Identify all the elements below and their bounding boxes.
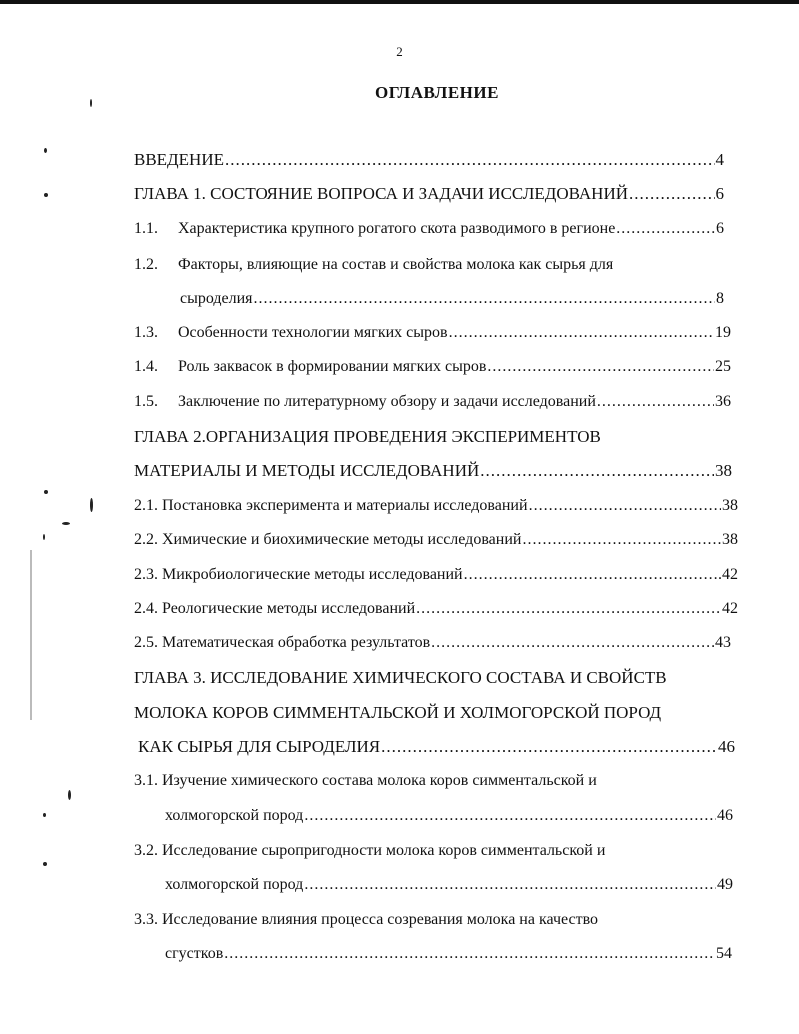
entry-text: Особенности технологии мягких сыров bbox=[178, 324, 448, 341]
scan-speck bbox=[44, 193, 48, 197]
leader-dots bbox=[629, 183, 715, 205]
scan-speck bbox=[43, 534, 45, 540]
toc-entry-3-3-continued bbox=[165, 943, 732, 965]
entry-page: 19 bbox=[715, 324, 731, 341]
toc-entry-3-1 bbox=[134, 770, 734, 792]
toc-entry-chapter-2 bbox=[134, 426, 734, 448]
toc-entry-1-2 bbox=[134, 254, 724, 276]
toc-entry-intro bbox=[134, 149, 724, 171]
entry-page: 38 bbox=[722, 497, 738, 514]
entry-text: Заключение по литературному обзору и задачи исследований bbox=[178, 393, 596, 410]
scan-speck bbox=[62, 522, 70, 525]
page-number: 2 bbox=[396, 44, 403, 59]
entry-text: 2.4. Реологические методы исследований bbox=[134, 600, 416, 617]
entry-page: 46 bbox=[717, 807, 733, 824]
entry-number: 1.1. bbox=[134, 220, 158, 237]
entry-number: 1.2. bbox=[134, 256, 158, 273]
entry-text-line-2: МОЛОКА КОРОВ СИММЕНТАЛЬСКОЙ И ХОЛМОГОРСКОЙ ПОРОД bbox=[134, 703, 662, 722]
toc-entry-2-5 bbox=[134, 632, 731, 654]
leader-dots bbox=[616, 218, 715, 240]
entry-page: 6 bbox=[716, 220, 724, 237]
toc-entry-1-2-continued bbox=[180, 288, 724, 310]
leader-dots bbox=[304, 805, 716, 827]
entry-text: ГЛАВА 1. СОСТОЯНИЕ ВОПРОСА И ЗАДАЧИ ИССЛЕДОВАНИЙ bbox=[134, 184, 628, 203]
toc-entry-3-2 bbox=[134, 840, 734, 862]
entry-text-continued: холмогорской пород bbox=[165, 876, 304, 893]
entry-text: 2.1. Постановка эксперимента и материалы исследований bbox=[134, 497, 528, 514]
toc-entry-chapter-3-continued bbox=[138, 736, 735, 758]
leader-dots bbox=[464, 564, 717, 586]
toc-entry-2-1 bbox=[134, 495, 738, 517]
entry-text: ГЛАВА 2.ОРГАНИЗАЦИЯ ПРОВЕДЕНИЯ ЭКСПЕРИМЕНТОВ bbox=[134, 427, 601, 446]
entry-text: Роль заквасок в формировании мягких сыров bbox=[178, 358, 487, 375]
entry-number: 1.5. bbox=[134, 393, 158, 410]
leader-dots bbox=[480, 460, 714, 482]
toc-entry-1-5 bbox=[134, 391, 731, 413]
leader-dots bbox=[225, 149, 715, 171]
toc-entry-2-4 bbox=[134, 598, 738, 620]
entry-text: ГЛАВА 3. ИССЛЕДОВАНИЕ ХИМИЧЕСКОГО СОСТАВА И СВОЙСТВ bbox=[134, 668, 667, 687]
entry-text: ВВЕДЕНИЕ bbox=[134, 150, 224, 169]
scan-speck bbox=[90, 498, 93, 512]
toc-entry-3-2-continued bbox=[165, 874, 733, 896]
scan-speck bbox=[43, 813, 46, 817]
toc-entry-2-3 bbox=[134, 564, 738, 586]
entry-page: 4 bbox=[715, 150, 724, 169]
leader-dots bbox=[529, 495, 721, 517]
leader-dots bbox=[224, 943, 715, 965]
entry-text: 3.3. Исследование влияния процесса созревания молока на качество bbox=[134, 911, 599, 928]
leader-dots bbox=[597, 391, 714, 413]
entry-text: 3.1. Изучение химического состава молока коров симментальской и bbox=[134, 772, 597, 789]
leader-dots bbox=[304, 874, 716, 896]
entry-page: 8 bbox=[716, 290, 724, 307]
entry-text: 3.2. Исследование сыропригодности молока коров симментальской и bbox=[134, 842, 606, 859]
scan-speck bbox=[43, 862, 47, 866]
toc-entry-chapter-3 bbox=[134, 667, 754, 689]
toc-entry-chapter-3-line-2 bbox=[134, 702, 754, 724]
entry-page: 38 bbox=[715, 461, 732, 480]
leader-dots bbox=[431, 632, 714, 654]
entry-page: 38 bbox=[722, 531, 738, 548]
scan-top-border bbox=[0, 0, 799, 4]
entry-number: 1.3. bbox=[134, 324, 158, 341]
scan-speck bbox=[68, 790, 71, 800]
entry-text: 2.2. Химические и биохимические методы исследований bbox=[134, 531, 522, 548]
toc-entry-1-1 bbox=[134, 218, 724, 240]
entry-text-continued: сыроделия bbox=[180, 290, 253, 307]
entry-page: 42 bbox=[722, 600, 738, 617]
scan-speck bbox=[44, 148, 47, 153]
entry-page: 46 bbox=[718, 737, 735, 756]
toc-entry-chapter-1 bbox=[134, 183, 724, 205]
leader-dots bbox=[381, 736, 717, 758]
leader-dots bbox=[522, 529, 721, 551]
entry-text: Характеристика крупного рогатого скота разводимого в регионе bbox=[178, 220, 616, 237]
leader-dots bbox=[487, 356, 714, 378]
toc-title: ОГЛАВЛЕНИЕ bbox=[375, 83, 499, 102]
entry-number: 1.4. bbox=[134, 358, 158, 375]
entry-page: 6 bbox=[715, 184, 724, 203]
entry-text: 2.3. Микробиологические методы исследований bbox=[134, 566, 463, 583]
entry-text-continued: холмогорской пород bbox=[165, 807, 304, 824]
entry-page: 43 bbox=[715, 634, 731, 651]
entry-text: Факторы, влияющие на состав и свойства молока как сырья для bbox=[178, 256, 614, 273]
leader-dots bbox=[449, 322, 714, 344]
entry-page: .42 bbox=[718, 566, 738, 583]
entry-text-continued: МАТЕРИАЛЫ И МЕТОДЫ ИССЛЕДОВАНИЙ bbox=[134, 461, 480, 480]
entry-text-continued: сгустков bbox=[165, 945, 224, 962]
toc-entry-1-3 bbox=[134, 322, 731, 344]
leader-dots bbox=[416, 598, 721, 620]
leader-dots bbox=[254, 288, 715, 310]
entry-page: 36 bbox=[715, 393, 731, 410]
toc-entry-2-2 bbox=[134, 529, 738, 551]
toc-entry-3-3 bbox=[134, 909, 734, 931]
toc-entry-3-1-continued bbox=[165, 805, 733, 827]
toc-entry-1-4 bbox=[134, 356, 731, 378]
toc-entry-chapter-2-continued bbox=[134, 460, 732, 482]
scan-left-artifact bbox=[30, 550, 32, 720]
entry-page: 25 bbox=[715, 358, 731, 375]
entry-page: 54 bbox=[716, 945, 732, 962]
entry-text-continued: КАК СЫРЬЯ ДЛЯ СЫРОДЕЛИЯ bbox=[138, 737, 381, 756]
scan-speck bbox=[44, 490, 48, 494]
entry-text: 2.5. Математическая обработка результатов bbox=[134, 634, 431, 651]
entry-page: 49 bbox=[717, 876, 733, 893]
